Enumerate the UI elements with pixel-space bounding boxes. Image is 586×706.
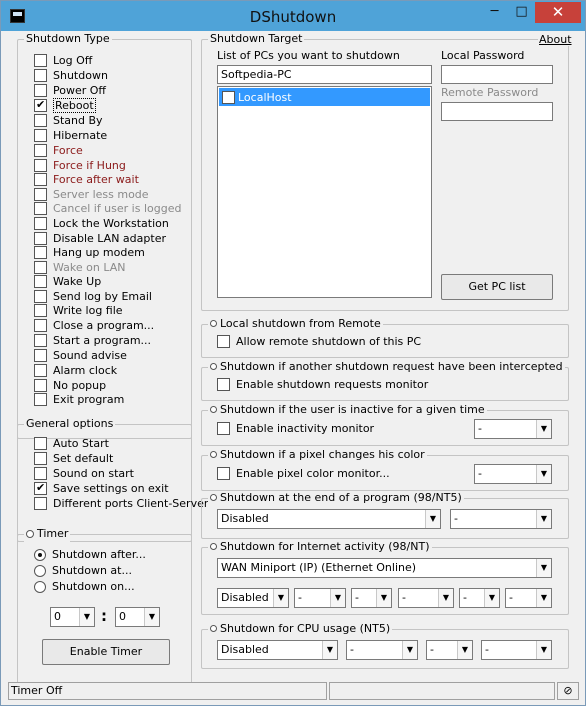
checkbox-icon[interactable] xyxy=(34,159,47,172)
internet-adapter-value: WAN Miniport (IP) (Ethernet Online) xyxy=(221,561,417,574)
chevron-down-icon: ▼ xyxy=(330,589,345,607)
shutdown-type-option[interactable] xyxy=(34,68,108,83)
shutdown-target-legend: Shutdown Target xyxy=(210,32,303,45)
remote-password-label: Remote Password xyxy=(441,86,539,99)
shutdown-type-option[interactable] xyxy=(34,303,123,318)
cpu-select-4[interactable] xyxy=(481,640,552,660)
chevron-down-icon: ▼ xyxy=(438,589,453,607)
shutdown-type-option[interactable] xyxy=(34,98,96,113)
enable-timer-label: Enable Timer xyxy=(69,645,143,658)
program-end-group xyxy=(201,491,569,539)
checkbox-icon[interactable] xyxy=(34,379,47,392)
shutdown-type-label: Send log by Email xyxy=(53,290,152,303)
checkbox-icon[interactable] xyxy=(34,261,47,274)
program-option-value: - xyxy=(454,512,458,525)
internet-select-3-value: - xyxy=(355,591,359,604)
timer-option[interactable] xyxy=(34,563,132,578)
section-bullet-icon xyxy=(210,363,217,370)
status-panel-2 xyxy=(329,682,555,700)
local-password-input[interactable] xyxy=(441,65,553,84)
chevron-down-icon: ▼ xyxy=(484,589,499,607)
checkbox-icon[interactable] xyxy=(34,482,47,495)
general-option-label: Auto Start xyxy=(53,437,109,450)
shutdown-type-label: Shutdown xyxy=(53,69,108,82)
internet-mode-value: Disabled xyxy=(221,591,269,604)
shutdown-type-label: Write log file xyxy=(53,304,123,317)
shutdown-type-option[interactable] xyxy=(34,231,166,246)
checkbox-icon[interactable] xyxy=(34,129,47,142)
requests-monitor-label: Enable shutdown requests monitor xyxy=(236,378,429,391)
cpu-select-3[interactable] xyxy=(426,640,473,660)
chevron-down-icon: ▼ xyxy=(536,510,551,528)
shutdown-type-label: Disable LAN adapter xyxy=(53,232,166,245)
internet-adapter-select[interactable] xyxy=(217,558,552,578)
shutdown-type-option[interactable] xyxy=(34,83,106,98)
inactivity-legend xyxy=(208,403,487,417)
shutdown-type-label: Hibernate xyxy=(53,129,108,142)
shutdown-type-label: Reboot xyxy=(55,99,94,112)
shutdown-type-label: Log Off xyxy=(53,54,93,67)
pixel-select-value: - xyxy=(478,467,482,480)
checkbox-icon[interactable] xyxy=(34,497,47,510)
shutdown-type-label: Wake on LAN xyxy=(53,261,126,274)
cpu-select-3-value: - xyxy=(430,643,434,656)
general-option-label: Save settings on exit xyxy=(53,482,169,495)
remote-shutdown-legend xyxy=(208,317,383,331)
checkbox-icon[interactable] xyxy=(34,217,47,230)
general-option-label: Sound on start xyxy=(53,467,134,480)
radio-icon[interactable] xyxy=(34,565,46,577)
pixel-option[interactable] xyxy=(217,466,390,481)
chevron-down-icon: ▼ xyxy=(457,641,472,659)
remote-password-input[interactable] xyxy=(441,102,553,121)
shutdown-type-label: Power Off xyxy=(53,84,106,97)
inactivity-group xyxy=(201,403,569,446)
allow-remote-label: Allow remote shutdown of this PC xyxy=(236,335,422,348)
shutdown-type-option[interactable] xyxy=(34,260,126,275)
internet-select-6-value: - xyxy=(509,591,513,604)
program-option-select[interactable] xyxy=(450,509,552,529)
internet-legend-label: Shutdown for Internet activity (98/NT) xyxy=(220,540,430,553)
checkbox-icon[interactable] xyxy=(217,422,230,435)
shutdown-type-option[interactable] xyxy=(34,216,169,231)
timer-minutes-value: 0 xyxy=(119,610,126,623)
shutdown-type-option[interactable] xyxy=(34,113,103,128)
timer-option[interactable] xyxy=(34,547,146,562)
shutdown-type-option[interactable] xyxy=(34,333,151,348)
about-link[interactable]: About xyxy=(539,33,572,46)
minimize-button[interactable]: ─ xyxy=(490,4,499,19)
checkbox-icon[interactable] xyxy=(34,114,47,127)
chevron-down-icon: ▼ xyxy=(144,608,159,626)
checkbox-icon[interactable] xyxy=(34,246,47,259)
checkbox-icon[interactable] xyxy=(34,437,47,450)
checkbox-icon[interactable] xyxy=(34,99,47,112)
checkbox-icon[interactable] xyxy=(34,304,47,317)
chevron-down-icon: ▼ xyxy=(425,510,440,528)
general-option[interactable] xyxy=(34,466,134,481)
checkbox-icon[interactable] xyxy=(34,69,47,82)
checkbox-icon[interactable] xyxy=(34,349,47,362)
get-pc-list-label: Get PC list xyxy=(468,280,526,293)
checkbox-icon[interactable] xyxy=(34,232,47,245)
timer-legend-label: Timer xyxy=(37,527,69,540)
checkbox-icon[interactable] xyxy=(34,144,47,157)
timer-group xyxy=(17,527,192,694)
pixel-group xyxy=(201,448,569,491)
shutdown-type-option[interactable] xyxy=(34,318,154,333)
timer-minutes-select[interactable] xyxy=(115,607,160,627)
close-button[interactable]: ✕ xyxy=(535,2,581,23)
internet-select-5-value: - xyxy=(463,591,467,604)
shutdown-type-label: Force after wait xyxy=(53,173,139,186)
internet-mode-select[interactable] xyxy=(217,588,289,608)
checkbox-icon[interactable] xyxy=(34,334,47,347)
intercept-group xyxy=(201,360,569,401)
pixel-legend-label: Shutdown if a pixel changes his color xyxy=(220,448,425,461)
checkbox-icon[interactable] xyxy=(34,84,47,97)
cpu-select-4-value: - xyxy=(485,643,489,656)
internet-select-2-value: - xyxy=(298,591,302,604)
shutdown-type-label: Stand By xyxy=(53,114,103,127)
shutdown-type-option[interactable] xyxy=(34,348,127,363)
requests-monitor-option[interactable] xyxy=(217,377,428,392)
checkbox-icon[interactable] xyxy=(34,452,47,465)
cpu-mode-select[interactable] xyxy=(217,640,338,660)
pc-name-input[interactable]: Softpedia-PC xyxy=(217,65,432,84)
general-option[interactable] xyxy=(34,481,169,496)
internet-select-4[interactable] xyxy=(398,588,454,608)
cpu-legend xyxy=(208,622,392,636)
title-bar xyxy=(1,1,585,31)
pc-list[interactable] xyxy=(217,86,432,298)
internet-select-3[interactable] xyxy=(351,588,392,608)
status-bar xyxy=(8,682,580,700)
shutdown-type-label: Cancel if user is logged xyxy=(53,202,182,215)
shutdown-type-label: Alarm clock xyxy=(53,364,118,377)
inactivity-select-value: - xyxy=(478,422,482,435)
internet-select-2[interactable] xyxy=(294,588,346,608)
general-option[interactable] xyxy=(34,496,208,511)
chevron-down-icon: ▼ xyxy=(376,589,391,607)
cpu-mode-value: Disabled xyxy=(221,643,269,656)
shutdown-type-label: Wake Up xyxy=(53,275,102,288)
shutdown-type-option[interactable] xyxy=(34,392,124,407)
radio-icon[interactable] xyxy=(34,581,46,593)
shutdown-type-label: Force if Hung xyxy=(53,159,126,172)
timer-separator: : xyxy=(101,607,107,625)
chevron-down-icon: ▼ xyxy=(536,589,551,607)
shutdown-type-option[interactable] xyxy=(34,363,117,378)
shutdown-type-label: No popup xyxy=(53,379,107,392)
shutdown-type-label: Sound advise xyxy=(53,349,127,362)
enable-timer-button[interactable] xyxy=(42,639,170,665)
pixel-select[interactable] xyxy=(474,464,552,484)
checkbox-icon[interactable] xyxy=(34,275,47,288)
shutdown-type-label: Start a program... xyxy=(53,334,152,347)
shutdown-type-option[interactable] xyxy=(34,143,83,158)
timer-option-label: Shutdown on... xyxy=(52,580,135,593)
checkbox-icon[interactable] xyxy=(34,188,47,201)
chevron-down-icon: ▼ xyxy=(79,608,94,626)
shutdown-type-label: Lock the Workstation xyxy=(53,217,169,230)
chevron-down-icon: ▼ xyxy=(273,589,288,607)
shutdown-type-group xyxy=(17,32,192,439)
timer-option-label: Shutdown at... xyxy=(52,564,132,577)
intercept-legend xyxy=(208,360,565,374)
maximize-button[interactable]: □ xyxy=(515,4,528,19)
cpu-select-2[interactable] xyxy=(346,640,418,660)
general-options-legend: General options xyxy=(26,417,114,430)
shutdown-type-label: Close a program... xyxy=(53,319,155,332)
inactivity-option[interactable] xyxy=(217,421,374,436)
inactivity-label: Enable inactivity monitor xyxy=(236,422,375,435)
pc-list-item[interactable] xyxy=(219,88,430,106)
radio-icon[interactable] xyxy=(34,549,46,561)
client-area xyxy=(8,31,580,697)
section-bullet-icon xyxy=(210,625,217,632)
shutdown-type-option[interactable] xyxy=(34,201,181,216)
timer-option-label: Shutdown after... xyxy=(52,548,146,561)
shutdown-type-label: Server less mode xyxy=(53,188,149,201)
chevron-down-icon: ▼ xyxy=(322,641,337,659)
section-bullet-icon xyxy=(210,320,217,327)
checkbox-icon[interactable] xyxy=(34,202,47,215)
get-pc-list-button[interactable] xyxy=(441,274,553,300)
program-end-legend-label: Shutdown at the end of a program (98/NT5) xyxy=(220,491,462,504)
shutdown-type-label: Exit program xyxy=(53,393,125,406)
allow-remote-option[interactable] xyxy=(217,334,421,349)
checkbox-icon[interactable] xyxy=(34,290,47,303)
shutdown-type-label: Force xyxy=(53,144,83,157)
shutdown-type-option[interactable] xyxy=(34,187,149,202)
inactivity-select[interactable] xyxy=(474,419,552,439)
timer-option[interactable] xyxy=(34,579,135,594)
general-option-label: Set default xyxy=(53,452,114,465)
cpu-group xyxy=(201,622,569,669)
general-option[interactable] xyxy=(34,436,109,451)
pc-list-item-label: LocalHost xyxy=(238,90,292,104)
checkbox-icon[interactable] xyxy=(34,467,47,480)
checkbox-icon[interactable] xyxy=(34,54,47,67)
timer-hours-select[interactable] xyxy=(50,607,95,627)
pixel-label: Enable pixel color monitor... xyxy=(236,467,390,480)
status-text: Timer Off xyxy=(8,682,327,700)
chevron-down-icon: ▼ xyxy=(536,465,551,483)
section-bullet-icon xyxy=(210,451,217,458)
program-end-legend xyxy=(208,491,464,505)
checkbox-icon[interactable] xyxy=(217,378,230,391)
internet-select-6[interactable] xyxy=(505,588,552,608)
program-select[interactable] xyxy=(217,509,441,529)
shutdown-type-legend: Shutdown Type xyxy=(26,32,110,45)
internet-select-5[interactable] xyxy=(459,588,500,608)
chevron-down-icon: ▼ xyxy=(536,420,551,438)
general-option-label: Different ports Client-Server xyxy=(53,497,209,510)
checkbox-icon[interactable] xyxy=(217,467,230,480)
status-icon: ⊘ xyxy=(557,682,579,700)
timer-radio-icon xyxy=(26,530,34,538)
chevron-down-icon: ▼ xyxy=(402,641,417,659)
pixel-legend xyxy=(208,448,427,462)
local-password-label: Local Password xyxy=(441,49,525,62)
shutdown-type-option[interactable] xyxy=(34,172,139,187)
chevron-down-icon: ▼ xyxy=(536,641,551,659)
shutdown-target-group xyxy=(201,32,572,311)
timer-hours-value: 0 xyxy=(54,610,61,623)
chevron-down-icon: ▼ xyxy=(536,559,551,577)
program-select-value: Disabled xyxy=(221,512,269,525)
internet-legend xyxy=(208,540,432,554)
internet-group xyxy=(201,540,569,615)
checkbox-icon[interactable] xyxy=(34,364,47,377)
shutdown-type-option[interactable] xyxy=(34,274,101,289)
shutdown-type-option[interactable] xyxy=(34,158,126,173)
shutdown-type-option[interactable] xyxy=(34,245,145,260)
shutdown-type-option[interactable] xyxy=(34,128,107,143)
checkbox-icon[interactable] xyxy=(34,319,47,332)
remote-shutdown-legend-label: Local shutdown from Remote xyxy=(220,317,381,330)
section-bullet-icon xyxy=(210,543,217,550)
shutdown-type-option[interactable] xyxy=(34,378,106,393)
checkbox-icon[interactable] xyxy=(34,173,47,186)
pc-list-label: List of PCs you want to shutdown xyxy=(217,49,400,62)
general-option[interactable] xyxy=(34,451,113,466)
window-title: DShutdown xyxy=(249,8,337,26)
internet-select-4-value: - xyxy=(402,591,406,604)
timer-legend xyxy=(24,527,70,542)
shutdown-type-option[interactable] xyxy=(34,289,152,304)
section-bullet-icon xyxy=(210,494,217,501)
checkbox-icon[interactable] xyxy=(217,335,230,348)
checkbox-icon[interactable] xyxy=(34,393,47,406)
general-options-group xyxy=(17,417,209,542)
intercept-legend-label: Shutdown if another shutdown request have been intercepted xyxy=(220,360,563,373)
checkbox-icon[interactable] xyxy=(222,91,235,104)
shutdown-type-label: Hang up modem xyxy=(53,246,145,259)
inactivity-legend-label: Shutdown if the user is inactive for a given time xyxy=(220,403,485,416)
shutdown-type-option[interactable] xyxy=(34,53,92,68)
section-bullet-icon xyxy=(210,406,217,413)
cpu-legend-label: Shutdown for CPU usage (NT5) xyxy=(220,622,391,635)
remote-shutdown-group xyxy=(201,317,569,358)
cpu-select-2-value: - xyxy=(350,643,354,656)
